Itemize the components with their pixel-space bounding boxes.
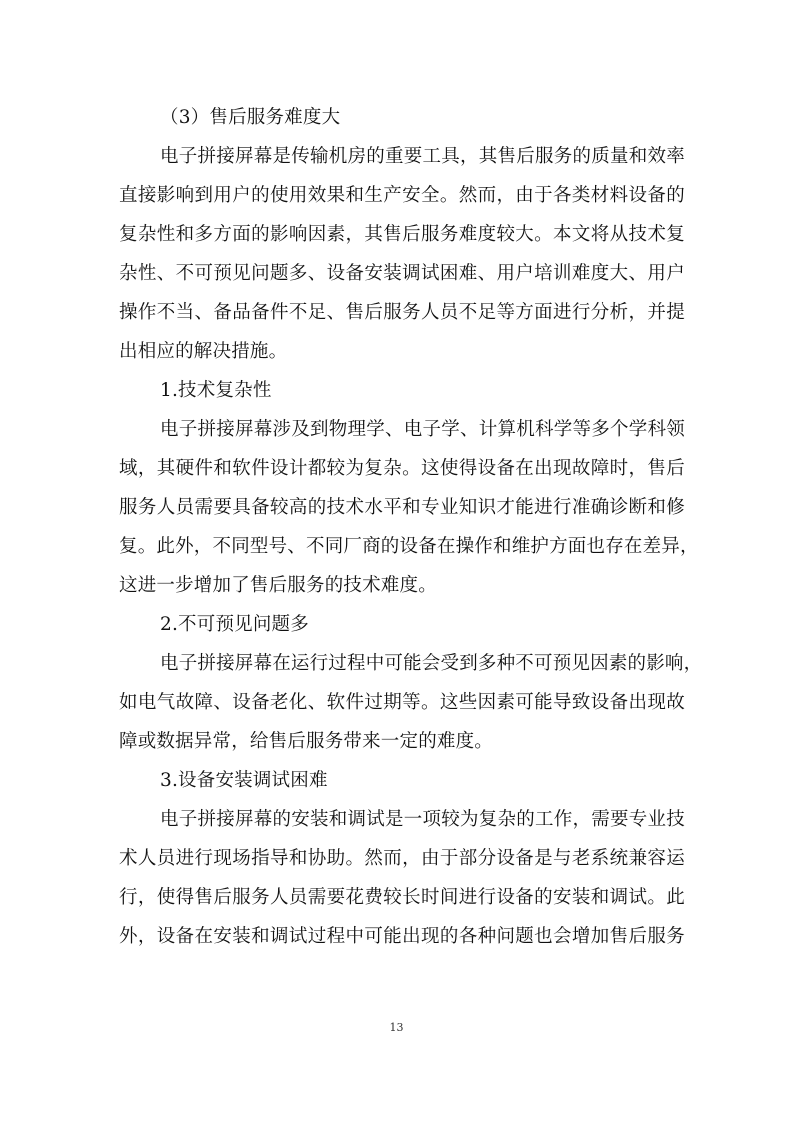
section-heading-unforeseen-problems: 2.不可预见问题多 <box>160 614 309 635</box>
paragraph-line: 术人员进行现场指导和协助。然而，由于部分设备是与老系统兼容运 <box>119 848 685 869</box>
paragraph-unforeseen-problems <box>119 644 703 761</box>
paragraph-line: 电子拼接屏幕是传输机房的重要工具，其售后服务的质量和效率 <box>160 146 685 167</box>
paragraph-after-sales-intro <box>119 137 685 371</box>
section-heading-after-sales-difficulty: （3）售后服务难度大 <box>160 107 341 128</box>
paragraph-line: 复。此外，不同型号、不同厂商的设备在操作和维护方面也存在差异， <box>119 536 699 557</box>
paragraph-technical-complexity <box>119 410 699 605</box>
paragraph-line: 直接影响到用户的使用效果和生产安全。然而，由于各类材料设备的 <box>119 185 685 206</box>
paragraph-installation-debugging <box>119 800 685 956</box>
paragraph-line: 行，使得售后服务人员需要花费较长时间进行设备的安装和调试。此 <box>119 887 685 908</box>
paragraph-line: 电子拼接屏幕在运行过程中可能会受到多种不可预见因素的影响， <box>160 653 703 674</box>
paragraph-line: 外，设备在安装和调试过程中可能出现的各种问题也会增加售后服务 <box>119 926 685 947</box>
paragraph-line: 杂性、不可预见问题多、设备安装调试困难、用户培训难度大、用户 <box>119 263 685 284</box>
document-body <box>119 98 703 956</box>
paragraph-line: 服务人员需要具备较高的技术水平和专业知识才能进行准确诊断和修 <box>119 497 685 518</box>
paragraph-line: 域，其硬件和软件设计都较为复杂。这使得设备在出现故障时，售后 <box>119 458 685 479</box>
page-number: 13 <box>389 1021 404 1034</box>
paragraph-line: 障或数据异常，给售后服务带来一定的难度。 <box>119 731 494 752</box>
paragraph-line: 复杂性和多方面的影响因素，其售后服务难度较大。本文将从技术复 <box>119 224 685 245</box>
section-heading-installation-debugging: 3.设备安装调试困难 <box>160 770 328 791</box>
paragraph-line: 操作不当、备品备件不足、售后服务人员不足等方面进行分析，并提 <box>119 302 685 323</box>
paragraph-line: 这进一步增加了售后服务的技术难度。 <box>119 575 437 596</box>
section-heading-technical-complexity: 1.技术复杂性 <box>160 380 272 401</box>
paragraph-line: 电子拼接屏幕的安装和调试是一项较为复杂的工作，需要专业技 <box>160 809 685 830</box>
paragraph-line: 电子拼接屏幕涉及到物理学、电子学、计算机科学等多个学科领 <box>160 419 685 440</box>
paragraph-line: 出相应的解决措施。 <box>119 341 288 362</box>
paragraph-line: 如电气故障、设备老化、软件过期等。这些因素可能导致设备出现故 <box>119 692 685 713</box>
